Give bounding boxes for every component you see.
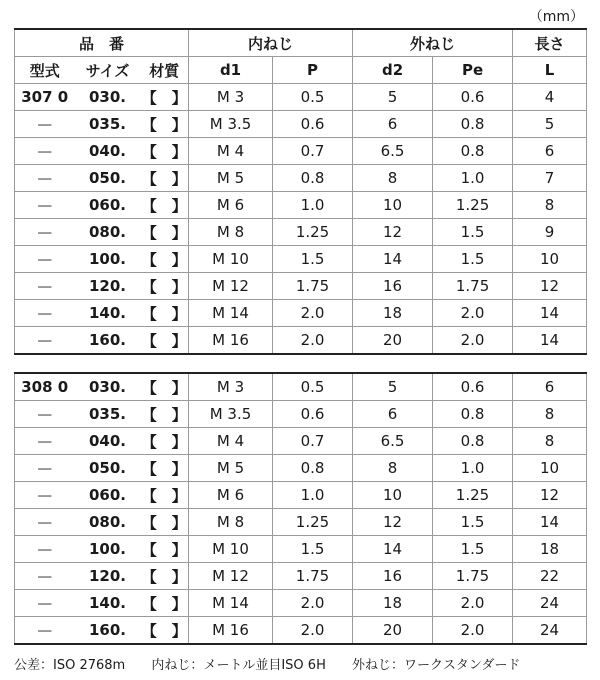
cell-material: 【 】 (141, 327, 189, 355)
cell-pe: 1.75 (433, 273, 513, 300)
cell-l: 7 (513, 165, 587, 192)
cell-d1: M 6 (189, 192, 273, 219)
cell-pe: 1.5 (433, 246, 513, 273)
table-row (15, 455, 587, 482)
cell-d1: M 14 (189, 590, 273, 617)
cell-size: 060. (75, 482, 141, 509)
cell-type: 308 0 (15, 373, 75, 401)
header-outer-thread: 外ねじ (353, 29, 513, 57)
cell-p: 0.8 (273, 455, 353, 482)
cell-p: 0.5 (273, 373, 353, 401)
cell-d2: 16 (353, 563, 433, 590)
cell-d2: 8 (353, 455, 433, 482)
cell-pe: 1.75 (433, 563, 513, 590)
cell-d1: M 3 (189, 84, 273, 111)
cell-d2: 14 (353, 536, 433, 563)
header-material: 材質 (141, 57, 189, 84)
cell-d2: 12 (353, 219, 433, 246)
cell-size: 120. (75, 273, 141, 300)
header-size: サイズ (75, 57, 141, 84)
cell-pe: 2.0 (433, 327, 513, 355)
cell-d1: M 3.5 (189, 401, 273, 428)
cell-size: 035. (75, 401, 141, 428)
header-length: 長さ (513, 29, 587, 57)
cell-d2: 6.5 (353, 428, 433, 455)
cell-p: 1.75 (273, 563, 353, 590)
cell-pe: 1.25 (433, 192, 513, 219)
cell-p: 2.0 (273, 617, 353, 645)
cell-material: 【 】 (141, 273, 189, 300)
header-hinban: 品 番 (15, 29, 189, 57)
cell-type: — (15, 617, 75, 645)
cell-d2: 6 (353, 401, 433, 428)
cell-p: 2.0 (273, 327, 353, 355)
cell-d2: 5 (353, 84, 433, 111)
cell-l: 24 (513, 617, 587, 645)
cell-material: 【 】 (141, 482, 189, 509)
cell-material: 【 】 (141, 192, 189, 219)
table-row (15, 84, 587, 111)
cell-pe: 1.0 (433, 455, 513, 482)
cell-type: — (15, 219, 75, 246)
cell-pe: 2.0 (433, 300, 513, 327)
cell-pe: 1.5 (433, 219, 513, 246)
cell-l: 4 (513, 84, 587, 111)
cell-type: — (15, 300, 75, 327)
cell-size: 100. (75, 536, 141, 563)
cell-l: 5 (513, 111, 587, 138)
cell-type: — (15, 590, 75, 617)
cell-p: 1.0 (273, 482, 353, 509)
unit-label: （mm） (528, 9, 584, 25)
cell-d1: M 5 (189, 455, 273, 482)
cell-pe: 0.6 (433, 373, 513, 401)
cell-size: 160. (75, 327, 141, 355)
cell-material: 【 】 (141, 617, 189, 645)
cell-p: 1.5 (273, 246, 353, 273)
cell-size: 035. (75, 111, 141, 138)
cell-material: 【 】 (141, 563, 189, 590)
cell-d1: M 14 (189, 300, 273, 327)
note-tolerance: 公差：ISO 2768m (14, 658, 126, 673)
table-row (15, 482, 587, 509)
cell-d1: M 6 (189, 482, 273, 509)
header-type: 型式 (15, 57, 75, 84)
footnote (14, 654, 542, 673)
cell-pe: 0.6 (433, 84, 513, 111)
cell-size: 080. (75, 509, 141, 536)
cell-type: — (15, 246, 75, 273)
cell-d2: 16 (353, 273, 433, 300)
cell-l: 14 (513, 300, 587, 327)
header-inner-thread: 内ねじ (189, 29, 353, 57)
cell-d1: M 16 (189, 327, 273, 355)
cell-l: 14 (513, 327, 587, 355)
cell-d1: M 12 (189, 273, 273, 300)
cell-p: 0.5 (273, 84, 353, 111)
cell-d2: 14 (353, 246, 433, 273)
cell-type: — (15, 428, 75, 455)
cell-l: 10 (513, 246, 587, 273)
cell-pe: 0.8 (433, 138, 513, 165)
table-row (15, 509, 587, 536)
cell-l: 24 (513, 590, 587, 617)
cell-size: 050. (75, 455, 141, 482)
table-row (15, 536, 587, 563)
table-row (15, 327, 587, 355)
cell-p: 1.75 (273, 273, 353, 300)
cell-l: 22 (513, 563, 587, 590)
cell-type: 307 0 (15, 84, 75, 111)
cell-material: 【 】 (141, 373, 189, 401)
cell-d1: M 4 (189, 138, 273, 165)
header-p: P (273, 57, 353, 84)
table-row (15, 192, 587, 219)
header-l: L (513, 57, 587, 84)
cell-p: 0.7 (273, 138, 353, 165)
cell-type: — (15, 327, 75, 355)
cell-pe: 0.8 (433, 401, 513, 428)
cell-l: 12 (513, 482, 587, 509)
cell-pe: 0.8 (433, 428, 513, 455)
cell-l: 8 (513, 428, 587, 455)
header-pe: Pe (433, 57, 513, 84)
cell-type: — (15, 401, 75, 428)
cell-size: 060. (75, 192, 141, 219)
cell-material: 【 】 (141, 138, 189, 165)
table-row (15, 617, 587, 645)
table-row (15, 111, 587, 138)
cell-d2: 20 (353, 617, 433, 645)
cell-l: 18 (513, 536, 587, 563)
cell-d2: 6.5 (353, 138, 433, 165)
cell-type: — (15, 111, 75, 138)
cell-size: 040. (75, 138, 141, 165)
cell-type: — (15, 482, 75, 509)
cell-p: 1.0 (273, 192, 353, 219)
cell-l: 6 (513, 138, 587, 165)
cell-pe: 1.0 (433, 165, 513, 192)
cell-material: 【 】 (141, 165, 189, 192)
spec-table-307 (14, 28, 587, 355)
cell-p: 0.6 (273, 401, 353, 428)
cell-d1: M 10 (189, 536, 273, 563)
cell-size: 040. (75, 428, 141, 455)
cell-pe: 2.0 (433, 590, 513, 617)
cell-d1: M 16 (189, 617, 273, 645)
cell-size: 050. (75, 165, 141, 192)
table-row (15, 273, 587, 300)
cell-d2: 6 (353, 111, 433, 138)
cell-material: 【 】 (141, 246, 189, 273)
cell-material: 【 】 (141, 590, 189, 617)
cell-material: 【 】 (141, 428, 189, 455)
cell-material: 【 】 (141, 536, 189, 563)
table-row (15, 373, 587, 401)
cell-material: 【 】 (141, 111, 189, 138)
cell-d1: M 8 (189, 219, 273, 246)
cell-d1: M 8 (189, 509, 273, 536)
cell-p: 1.5 (273, 536, 353, 563)
cell-d1: M 3 (189, 373, 273, 401)
cell-p: 1.25 (273, 509, 353, 536)
cell-d2: 5 (353, 373, 433, 401)
cell-material: 【 】 (141, 300, 189, 327)
table-row (15, 401, 587, 428)
cell-size: 100. (75, 246, 141, 273)
cell-d2: 20 (353, 327, 433, 355)
cell-d2: 12 (353, 509, 433, 536)
cell-d1: M 5 (189, 165, 273, 192)
header-d1: d1 (189, 57, 273, 84)
cell-material: 【 】 (141, 219, 189, 246)
cell-p: 2.0 (273, 300, 353, 327)
cell-p: 1.25 (273, 219, 353, 246)
cell-material: 【 】 (141, 455, 189, 482)
cell-type: — (15, 563, 75, 590)
cell-d1: M 12 (189, 563, 273, 590)
cell-type: — (15, 455, 75, 482)
cell-pe: 1.25 (433, 482, 513, 509)
cell-size: 030. (75, 373, 141, 401)
cell-material: 【 】 (141, 509, 189, 536)
cell-pe: 2.0 (433, 617, 513, 645)
cell-type: — (15, 165, 75, 192)
table-row (15, 428, 587, 455)
cell-type: — (15, 509, 75, 536)
cell-size: 160. (75, 617, 141, 645)
cell-d2: 10 (353, 482, 433, 509)
cell-size: 120. (75, 563, 141, 590)
cell-d2: 8 (353, 165, 433, 192)
cell-p: 0.8 (273, 165, 353, 192)
spec-table-308 (14, 372, 587, 645)
cell-d2: 10 (353, 192, 433, 219)
header-d2: d2 (353, 57, 433, 84)
cell-p: 0.7 (273, 428, 353, 455)
cell-type: — (15, 273, 75, 300)
table-row (15, 563, 587, 590)
cell-p: 2.0 (273, 590, 353, 617)
cell-size: 080. (75, 219, 141, 246)
cell-d2: 18 (353, 300, 433, 327)
cell-type: — (15, 192, 75, 219)
cell-p: 0.6 (273, 111, 353, 138)
cell-type: — (15, 536, 75, 563)
cell-d2: 18 (353, 590, 433, 617)
cell-l: 12 (513, 273, 587, 300)
note-outer-thread: 外ねじ：ワークスタンダード (351, 658, 521, 673)
cell-pe: 0.8 (433, 111, 513, 138)
cell-l: 10 (513, 455, 587, 482)
table-row (15, 219, 587, 246)
cell-pe: 1.5 (433, 536, 513, 563)
table-row (15, 246, 587, 273)
cell-size: 030. (75, 84, 141, 111)
cell-l: 14 (513, 509, 587, 536)
cell-l: 6 (513, 373, 587, 401)
cell-pe: 1.5 (433, 509, 513, 536)
cell-type: — (15, 138, 75, 165)
note-inner-thread: 内ねじ：メートル並目ISO 6H (151, 658, 326, 673)
table-row (15, 138, 587, 165)
cell-d1: M 3.5 (189, 111, 273, 138)
cell-d1: M 10 (189, 246, 273, 273)
cell-size: 140. (75, 300, 141, 327)
cell-size: 140. (75, 590, 141, 617)
cell-l: 9 (513, 219, 587, 246)
table-row (15, 590, 587, 617)
table-row (15, 300, 587, 327)
cell-material: 【 】 (141, 84, 189, 111)
cell-material: 【 】 (141, 401, 189, 428)
cell-l: 8 (513, 192, 587, 219)
table-row (15, 165, 587, 192)
cell-d1: M 4 (189, 428, 273, 455)
cell-l: 8 (513, 401, 587, 428)
